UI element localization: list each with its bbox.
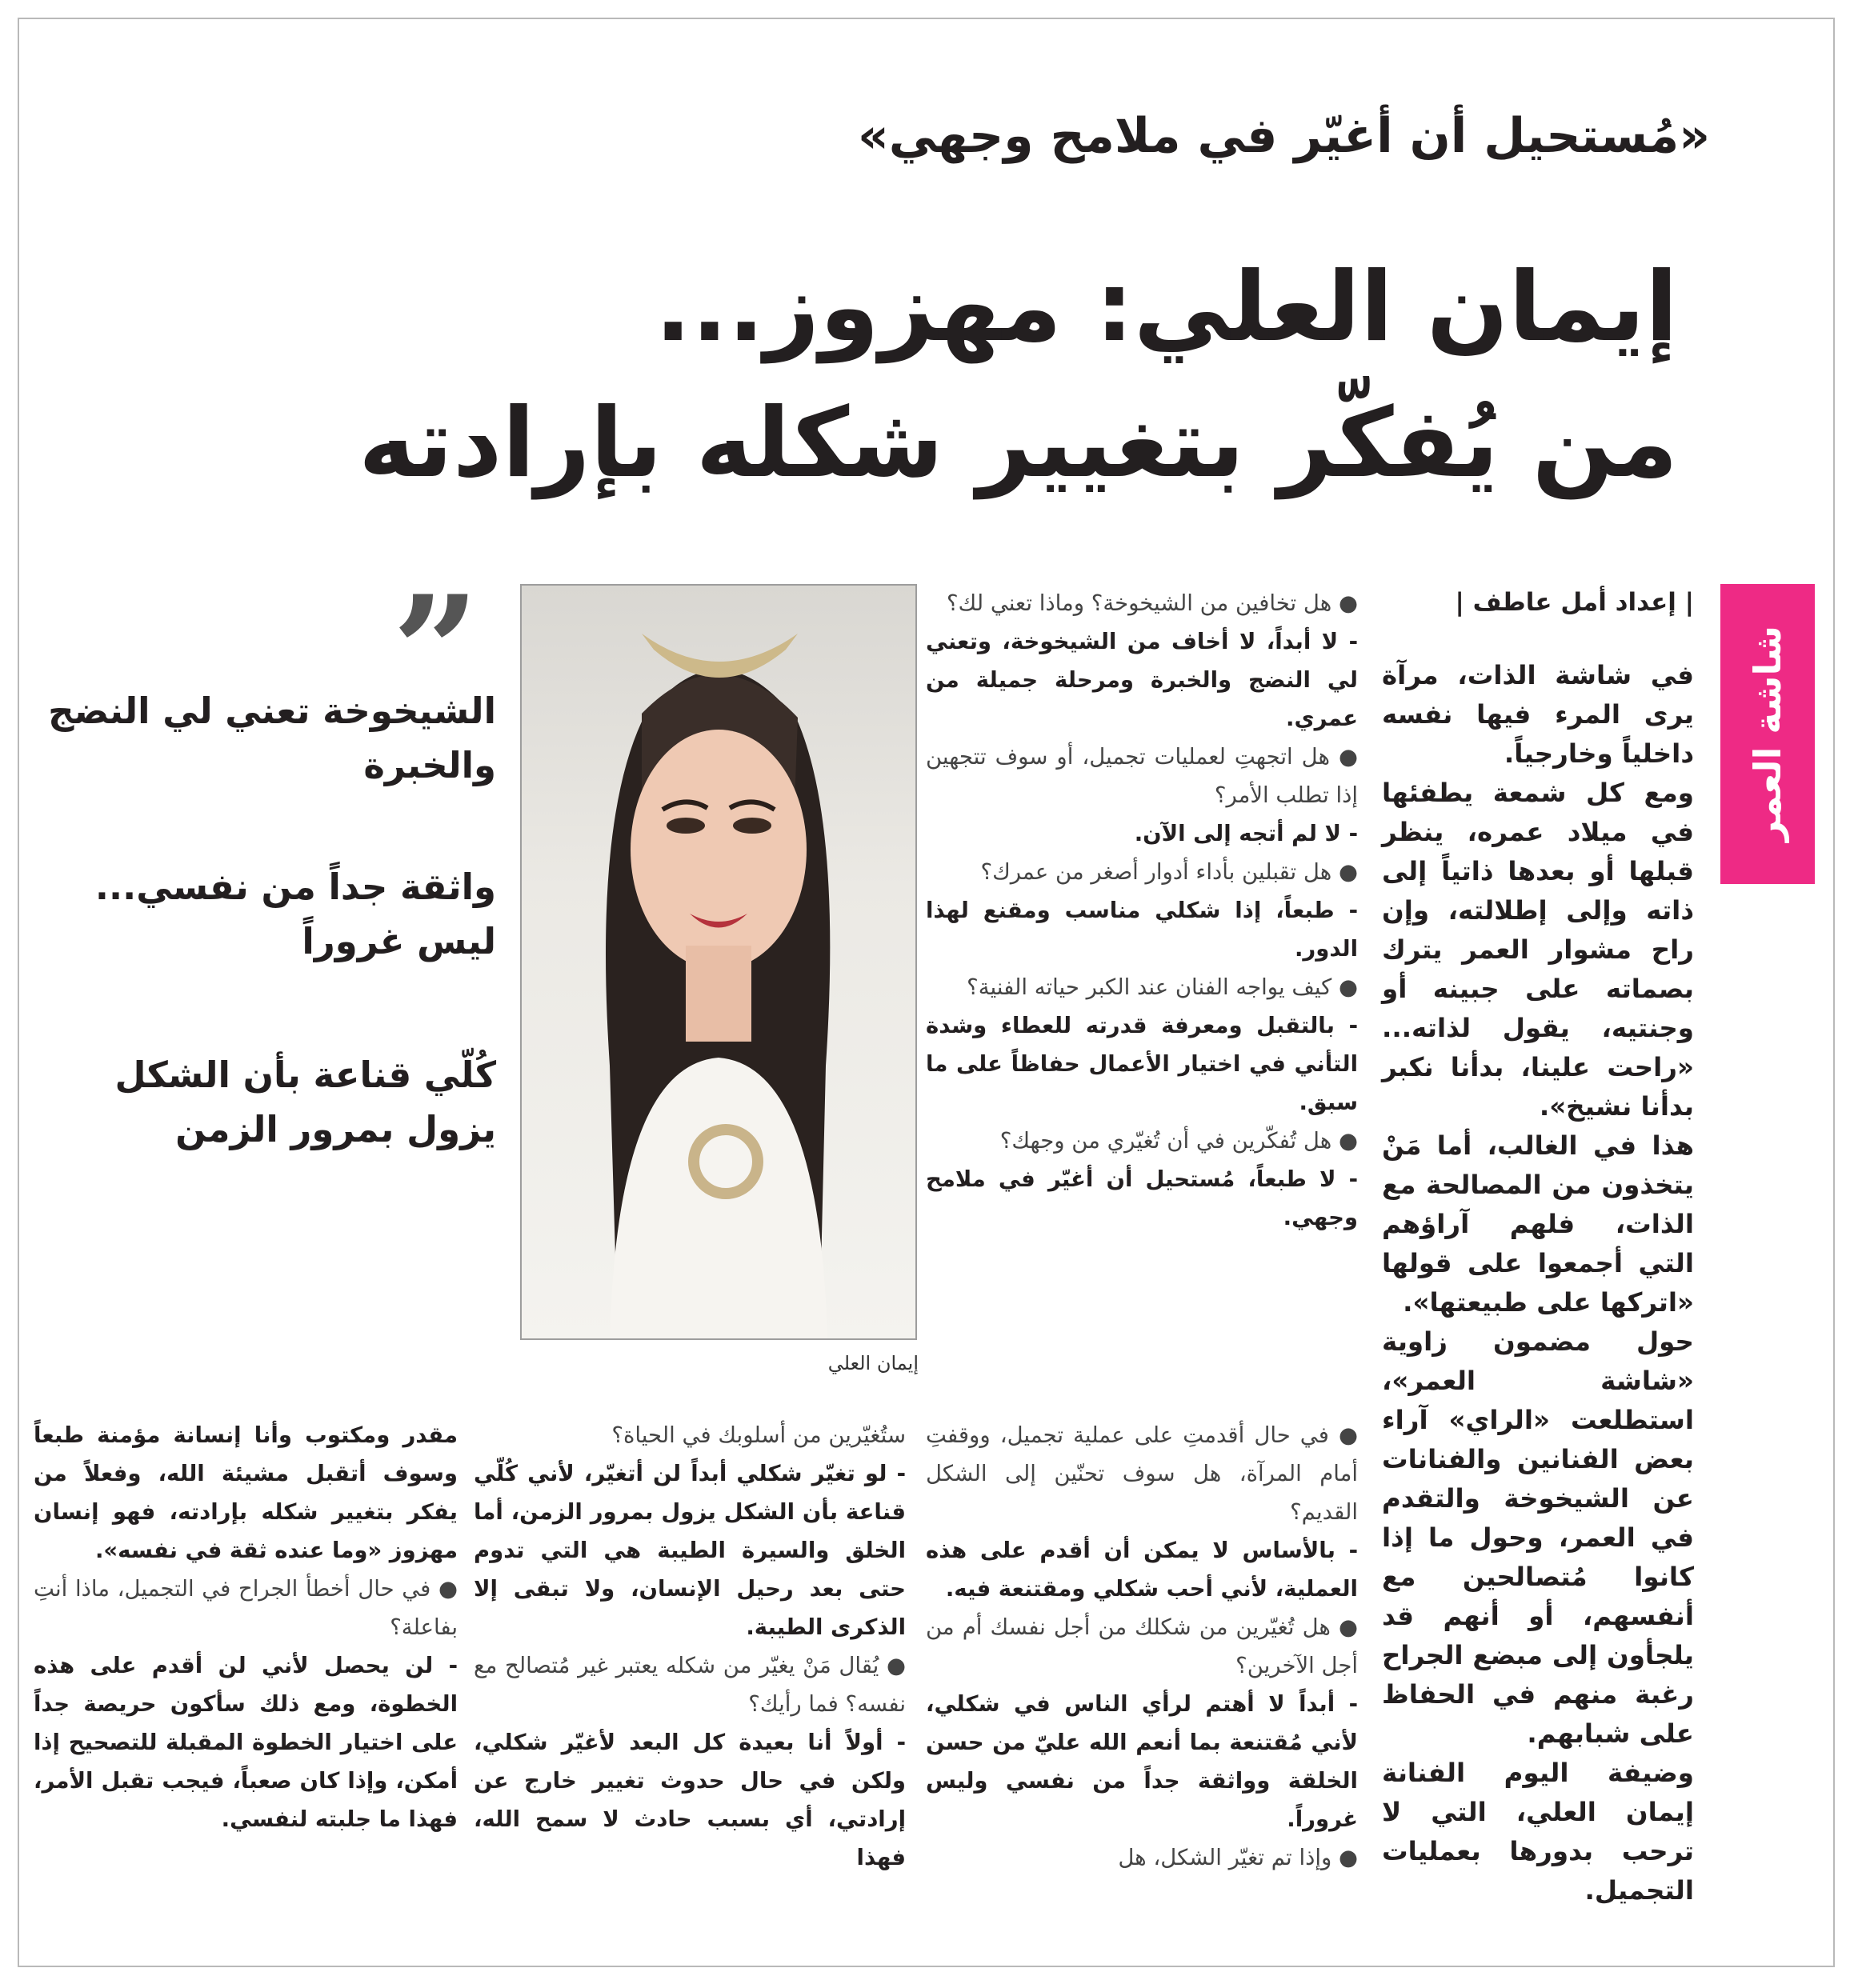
question: ● هل تُفكّرين في أن تُغيّري من وجهك؟ — [999, 1128, 1358, 1154]
question: ● وإذا تم تغيّر الشكل، هل — [1118, 1845, 1358, 1870]
question: ستُغيّرين من أسلوبك في الحياة؟ — [611, 1422, 906, 1448]
answer: - أبداً لا أهتم لرأي الناس في شكلي، لأني مُقتنعة بما أنعم الله عليّ من حسن الخلقة وواثقة جداً من نفسي وليس غروراً. — [926, 1691, 1358, 1832]
section-tab-label: شاشة العمر — [1746, 626, 1789, 842]
question: ● في حال أقدمتِ على عملية تجميل، ووقفتِ أمام المرآة، هل سوف تحنّين إلى الشكل القديم؟ — [926, 1422, 1358, 1525]
interview-column-2 — [926, 1416, 1358, 1877]
pull-quote: الشيخوخة تعني لي النضج والخبرة — [48, 690, 496, 786]
article-headline — [158, 240, 1678, 512]
question: ● هل تُغيّرين من شكلك من أجل نفسك أم من أجل الآخرين؟ — [926, 1614, 1358, 1678]
question: ● يُقال مَنْ يغيّر من شكله يعتبر غير مُتصالح مع نفسه؟ فما رأيك؟ — [474, 1653, 906, 1717]
interview-column-3 — [474, 1416, 906, 1877]
answer: - لو تغيّر شكلي أبداً لن أتغيّر، لأني كُلّي قناعة بأن الشكل يزول بمرور الزمن، أما الخلق والسيرة الطيبة هي التي تدوم حتى بعد رحيل الإنسان، ولا تبقى إلا الذكرى الطيبة. — [474, 1461, 906, 1640]
question: ● هل تخافين من الشيخوخة؟ وماذا تعني لك؟ — [946, 590, 1358, 616]
answer: - طبعاً، إذا شكلي مناسب ومقنع لهذا الدور. — [926, 898, 1358, 962]
photo-caption: إيمان العلي — [827, 1352, 919, 1374]
pull-quote: واثقة جداً من نفسي... ليس غروراً — [94, 866, 496, 962]
intro-paragraph: هذا في الغالب، أما مَنْ يتخذون من المصالحة مع الذات، فلهم آراؤهم التي أجمعوا على قولها «اتركها على طبيعتها». — [1382, 1130, 1694, 1318]
answer: - لا لم أتجه إلى الآن. — [1134, 821, 1358, 846]
headline-line-2: من يُفكّر بتغيير شكله بإرادته — [358, 388, 1678, 499]
interview-column-1 — [926, 584, 1358, 1237]
intro-paragraph: في شاشة الذات، مرآة يرى المرء فيها نفسه داخلياً وخارجياً. — [1382, 660, 1694, 769]
quote-mark-icon: ” — [392, 562, 480, 741]
portrait-illustration — [522, 586, 915, 1338]
question: ● في حال أخطأ الجراح في التجميل، ماذا أنتِ بفاعلة؟ — [34, 1576, 458, 1640]
answer: مقدر ومكتوب وأنا إنسانة مؤمنة طبعاً وسوف أتقبل مشيئة الله، وفعلاً من يفكر بتغيير شكله بإرادته، فهو إنسان مهزوز «وما عنده ثقة في نفسه». — [34, 1422, 458, 1563]
intro-paragraph: وضيفة اليوم الفنانة إيمان العلي، التي لا ترحب بدورها بعمليات التجميل. — [1382, 1758, 1694, 1906]
question: ● كيف يواجه الفنان عند الكبر حياته الفنية؟ — [967, 974, 1358, 1000]
portrait-photo — [520, 584, 917, 1340]
intro-column — [1382, 656, 1694, 1910]
answer: - بالتقبل ومعرفة قدرته للعطاء وشدة التأني في اختيار الأعمال حفاظاً على ما سبق. — [926, 1013, 1358, 1115]
intro-paragraph: حول مضمون زاوية «شاشة العمر»، استطلعت «الراي» آراء بعض الفنانين والفنانات عن الشيخوخة والتقدم في العمر، وحول ما إذا كانوا مُتصالحين مع أنفسهم، أو أنهم قد يلجأون إلى مبضع الجراح رغبة منهم في الحفاظ على شبابهم. — [1382, 1326, 1694, 1749]
intro-paragraph: ومع كل شمعة يطفئها في ميلاد عمره، ينظر قبلها أو بعدها ذاتياً إلى ذاته وإلى إطلالته، وإن راح مشوار العمر يترك بصماته على جبينه أو وجنتيه، يقول لذاته... «راحت علينا، بدأنا نكبر بدأنا نشيخ». — [1382, 778, 1694, 1122]
byline: | إعداد أمل عاطف | — [1455, 588, 1694, 617]
section-tab — [1720, 584, 1815, 884]
answer: - لن يحصل لأني لن أقدم على هذه الخطوة، ومع ذلك سأكون حريصة جداً على اختيار الخطوة المقبلة للتصحيح إذا أمكن، وإذا كان صعباً، فيجب تقبل الأمر، فهذا ما جلبته لنفسي. — [34, 1653, 458, 1832]
answer: - لا أبداً، لا أخاف من الشيخوخة، وتعني لي النضج والخبرة ومرحلة جميلة من عمري. — [926, 629, 1358, 731]
question: ● هل اتجهتِ لعمليات تجميل، أو سوف تتجهين إذا تطلب الأمر؟ — [926, 744, 1358, 808]
pull-quote: كُلّي قناعة بأن الشكل يزول بمرور الزمن — [114, 1054, 496, 1150]
answer: - أولاً أنا بعيدة كل البعد لأغيّر شكلي، ولكن في حال حدوث تغيير خارج عن إرادتي، أي بسبب حادث لا سمح الله، فهذا — [474, 1730, 906, 1870]
question: ● هل تقبلين بأداء أدوار أصغر من عمرك؟ — [980, 859, 1358, 885]
headline-line-1: إيمان العلي: مهزوز... — [655, 252, 1678, 363]
article-kicker: «مُستحيل أن أغيّر في ملامح وجهي» — [857, 108, 1710, 164]
answer: - لا طبعاً، مُستحيل أن أغيّر في ملامح وجهي. — [926, 1166, 1358, 1230]
answer: - بالأساس لا يمكن أن أقدم على هذه العملية، لأني أحب شكلي ومقتنعة فيه. — [926, 1538, 1358, 1602]
interview-column-4 — [34, 1416, 458, 1838]
